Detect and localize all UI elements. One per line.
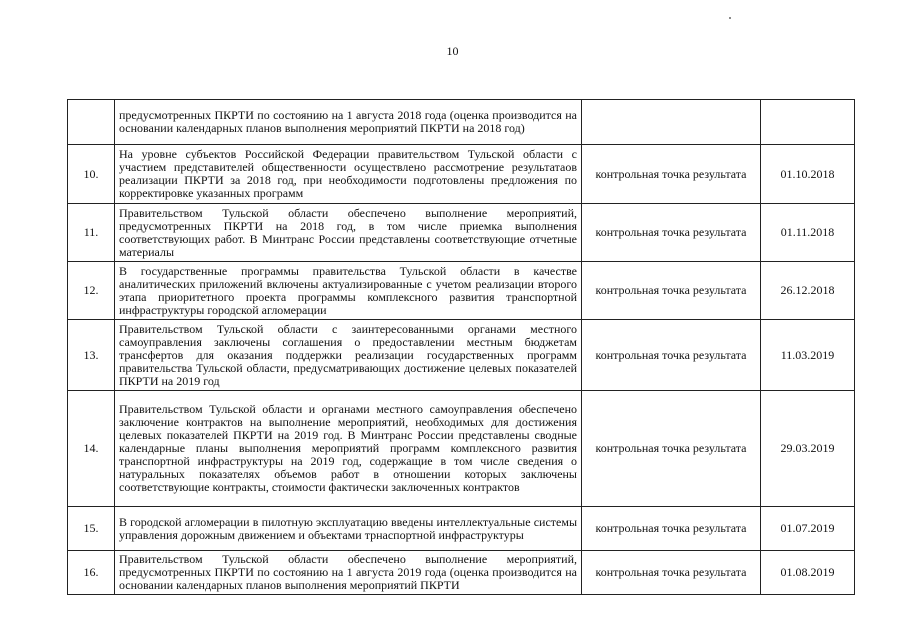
table-row: [68, 100, 855, 145]
row-type: контрольная точка результата: [582, 391, 761, 507]
row-date: 26.12.2018: [761, 262, 855, 320]
table-row: [68, 204, 855, 262]
milestones-table: [67, 99, 855, 595]
row-type: контрольная точка результата: [582, 145, 761, 204]
row-type: [582, 100, 761, 145]
row-description: На уровне субъектов Российской Федерации правительством Тульской области с участием представителей общественности осуществлено рассмотрение результатаов реализации ПКРТИ за 2018 год, при необходимости подготовлены предложения по корректировке указанных программ: [115, 145, 582, 204]
row-date: 01.07.2019: [761, 507, 855, 551]
row-type: контрольная точка результата: [582, 320, 761, 391]
row-date: 11.03.2019: [761, 320, 855, 391]
row-date: 01.11.2018: [761, 204, 855, 262]
row-number: 12.: [68, 262, 115, 320]
page-number: 10: [446, 44, 459, 58]
table-row: [68, 320, 855, 391]
row-type: контрольная точка результата: [582, 551, 761, 595]
row-number: 14.: [68, 391, 115, 507]
row-number: [68, 100, 115, 145]
table-row: [68, 551, 855, 595]
row-number: 15.: [68, 507, 115, 551]
row-description: В городской агломерации в пилотную эксплуатацию введены интеллектуальные системы управления дорожным движением и объектами трнаспортной инфраструктуры: [115, 507, 582, 551]
row-description: В государственные программы правительства Тульской области в качестве аналитических приложений включены актуализированные с учетом реализации второго этапа приоритетного проекта программы комплексного развития транспортной инфраструктуры городской агломерации: [115, 262, 582, 320]
row-number: 11.: [68, 204, 115, 262]
scan-speck: [729, 17, 731, 19]
row-number: 16.: [68, 551, 115, 595]
table-row: [68, 262, 855, 320]
row-description: Правительством Тульской области обеспечено выполнение мероприятий, предусмотренных ПКРТИ на 2018 год, в том числе приемка выполнения соответствующих работ. В Минтранс России представлены соответствующие отчетные материалы: [115, 204, 582, 262]
row-date: [761, 100, 855, 145]
row-description: Правительством Тульской области и органами местного самоуправления обеспечено заключение контрактов на выполнение мероприятий, необходимых для достижения целевых показателей ПКРТИ на 2019 год. В Минтранс России представлены сводные календарные планы выполнения мероприятий программ комплексного развития транспортной инфраструктуры на 2019 год, содержащие в том числе сведения о натуральных показателях объемов работ в отношении которых заключены соответствующие контракты, стоимости фактически заключенных контрактов: [115, 391, 582, 507]
table-row: [68, 391, 855, 507]
row-date: 01.08.2019: [761, 551, 855, 595]
row-date: 01.10.2018: [761, 145, 855, 204]
table-row: [68, 145, 855, 204]
row-type: контрольная точка результата: [582, 507, 761, 551]
row-type: контрольная точка результата: [582, 262, 761, 320]
row-date: 29.03.2019: [761, 391, 855, 507]
row-number: 10.: [68, 145, 115, 204]
row-description: Правительством Тульской области с заинтересованными органами местного самоуправления заключены соглашения о предоставлении местным бюджетам трансфертов для оказания поддержки реализации государственных программ правительства Тульской области, предусматривающих достижение целевых показателей ПКРТИ на 2019 год: [115, 320, 582, 391]
table-row: [68, 507, 855, 551]
row-type: контрольная точка результата: [582, 204, 761, 262]
row-number: 13.: [68, 320, 115, 391]
row-description: предусмотренных ПКРТИ по состоянию на 1 августа 2018 года (оценка производится на основании календарных планов выполнения мероприятий ПКРТИ на 2018 год): [115, 100, 582, 145]
row-description: Правительством Тульской области обеспечено выполнение мероприятий, предусмотренных ПКРТИ по состоянию на 1 августа 2019 года (оценка производится на основании календарных планов выполнения мероприятий ПКРТИ: [115, 551, 582, 595]
